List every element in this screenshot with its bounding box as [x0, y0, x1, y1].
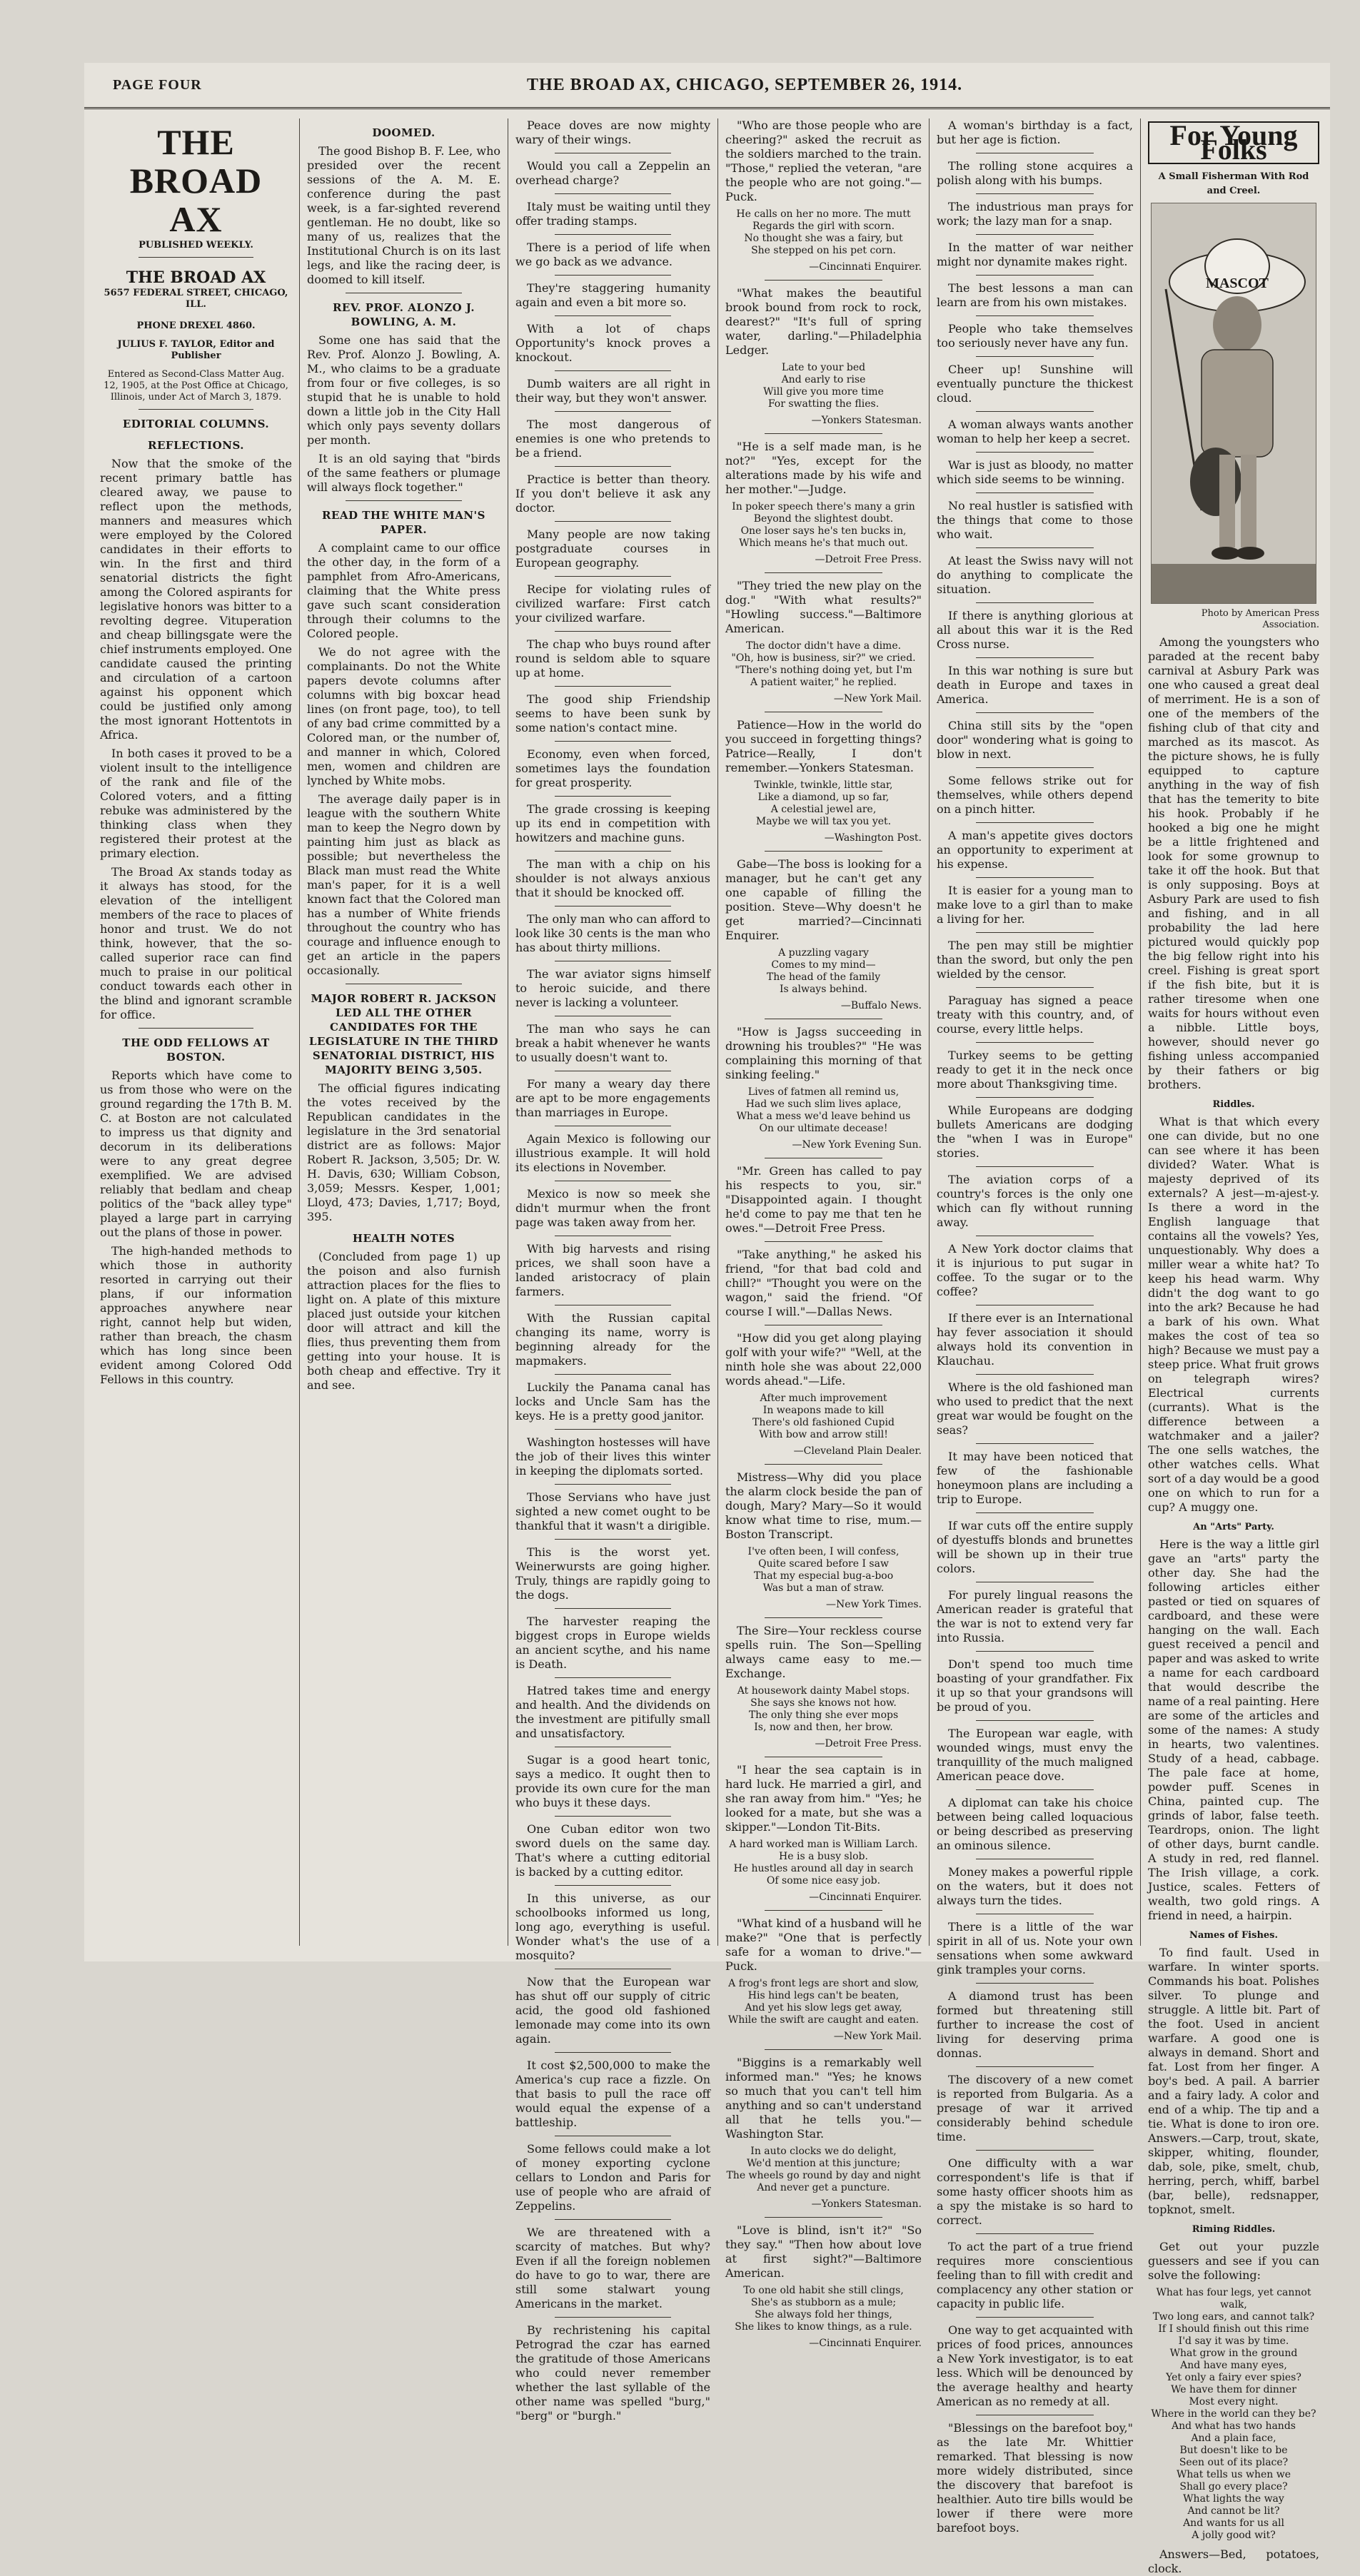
item: Some fellows strike out for themselves, while others depend on a pinch hitter.: [937, 774, 1133, 816]
item: Where is the old fashioned man who used to predict that the next great war would be fought on the seas?: [937, 1380, 1133, 1437]
credit: —Yonkers Statesman.: [811, 2198, 922, 2210]
item: By rechristening his capital Petrograd the czar has earned the gratitude of those Americans who could never remember whether the last syllable of the other name was spelled "burg," "berg" or "burgh.": [515, 2323, 710, 2423]
paragraph: The official figures indicating the votes received by the Republican candidates in the legislature in the 3rd senatorial district are as follows: Major Robert R. Jackson, 3,505; Dr. W. H. Davis, 630; William Cobson, 3,059; Messrs. Kesper, 1,001; Lloyd, 473; Davies, 1,717; Boyd, 395.: [307, 1081, 500, 1223]
item: Some fellows could make a lot of money exporting cyclone cellars to London and Paris for use of people who are afraid of Zeppelins.: [515, 2142, 710, 2213]
item: With the Russian capital changing its name, worry is beginning already for the mapmakers.: [515, 1311, 710, 1368]
credit: —Detroit Free Press.: [815, 1738, 922, 1749]
health-notes-heading: HEALTH NOTES: [352, 1232, 455, 1245]
paragraph: We do not agree with the complainants. Do not the White papers devote columns after columns with big boxcar head lines (on front page, too), to tell of any bad crime committed by a Colored man, or the number of, and manner in which, Colored men, women and children are lynched by White mobs.: [307, 645, 500, 787]
phone-line: PHONE DREXEL 4860.: [136, 320, 256, 331]
entered-line: Entered as Second-Class Matter Aug. 12, 1905, at the Post Office at Chicago, Illinois, under Act of March 3, 1879.: [104, 369, 288, 403]
masthead-headline: THE BROAD AX, CHICAGO, SEPTEMBER 26, 1914.: [527, 76, 963, 94]
verse: Lives of fatmen all remind us, Had we such slim lives aplace, What a mess we'd leave behind us On our ultimate decease!: [736, 1086, 911, 1134]
joke: "Who are those people who are cheering?" asked the recruit as the soldiers marched to the train. "Those," replied the veteran, "are the people who are not going."—Puck.: [725, 118, 922, 203]
credit: —New York Mail.: [833, 2031, 922, 2042]
paragraph: The high-handed methods to which those in authority resorted in carrying out their plans, if our information approaches anywhere near right, cannot help but widen, rather than breach, the chasm which has long since been evident among Colored Odd Fellows in this country.: [100, 1244, 292, 1386]
item: Peace doves are now mighty wary of their wings.: [515, 118, 710, 146]
photo-caption-title: A Small Fisherman With Rod and Creel.: [1158, 171, 1309, 196]
item: The good ship Friendship seems to have been sunk by some nation's contact mine.: [515, 692, 710, 734]
joke: "I hear the sea captain is in hard luck. He married a girl, and she ran away from him." "Yes; he looked for a mate, but she was a skipper."—London Tit-Bits.: [725, 1763, 922, 1834]
item: War is just as bloody, no matter which side seems to be winning.: [937, 458, 1133, 486]
item: Economy, even when forced, sometimes lays the foundation for great prosperity.: [515, 747, 710, 789]
page-folio: PAGE FOUR: [113, 77, 202, 93]
item: A woman's birthday is a fact, but her age is fiction.: [937, 118, 1133, 146]
joke: "Take anything," he asked his friend, "for that bad cold and chill?" "Thought you were on the wagon," said the friend. "Of course I will."—Dallas News.: [725, 1248, 922, 1318]
item: Those Servians who have just sighted a new comet ought to be thankful that it wasn't a dirigible.: [515, 1490, 710, 1532]
joke: "Mr. Green has called to pay his respects to you, sir." "Disappointed again. I thought he'd come to pay me that ten he owes."—Detroit Free Press.: [725, 1164, 922, 1235]
item: If there ever is an International hay fever association it should always hold its convention in Klauchau.: [937, 1311, 1133, 1368]
item: Practice is better than theory. If you don't believe it ask any doctor.: [515, 473, 710, 515]
item: There is a little of the war spirit in all of us. Note your own sensations when some awkward gink tramples your corns.: [937, 1920, 1133, 1976]
names-of-fishes-heading: Names of Fishes.: [1189, 1930, 1279, 1941]
item: People who take themselves too seriously never have any fun.: [937, 322, 1133, 350]
joke: "What makes the beautiful brook bound from rock to rock, dearest?" "It's full of spring water, darling."—Philadelphia Ledger.: [725, 286, 922, 357]
item: The pen may still be mightier than the sword, but only the pen wielded by the censor.: [937, 939, 1133, 981]
paragraph: In both cases it proved to be a violent insult to the intelligence of the rank and file of the Colored voters, and a fitting rebuke was administered by the thinking class when they registered their protest at the primary election.: [100, 747, 292, 860]
item: For many a weary day there are apt to be more engagements than marriages in Europe.: [515, 1077, 710, 1119]
item: A woman always wants another woman to help her keep a secret.: [937, 418, 1133, 445]
paragraph: Now that the smoke of the recent primary battle has cleared away, we pause to reflect upon the methods, manners and measures which were employed by the Colored candidates in their efforts to win. In the first and third senatorial districts the fight among the Colored aspirants for legislative honors was bitter to a revolting degree. Vituperation and cheap billingsgate were the chief instruments employed. One candidate caused the printing and circulation of a cartoon against his opponent which could be justified only among the most ignorant Hottentots in Africa.: [100, 457, 292, 742]
item: The most dangerous of enemies is one who pretends to be a friend.: [515, 418, 710, 460]
joke: "They tried the new play on the dog." "With what results?" "Howling success."—Baltimore American.: [725, 579, 922, 635]
item: One Cuban editor won two sword duels on the same day. That's where a cutting editorial is backed by a cutting editor.: [515, 1822, 710, 1879]
white-mans-paper-heading: READ THE WHITE MAN'S PAPER.: [322, 509, 485, 536]
bowling-heading: REV. PROF. ALONZO J. BOWLING, A. M.: [332, 301, 475, 328]
item: Washington hostesses will have the job of their lives this winter in keeping the diplomats sorted.: [515, 1435, 710, 1478]
item: The best lessons a man can learn are from his own mistakes.: [937, 281, 1133, 309]
joke: The Sire—Your reckless course spells ruin. The Son—Spelling always came easy to me.—Exchange.: [725, 1624, 922, 1680]
item: It is easier for a young man to make love to a girl than to make a living for her.: [937, 884, 1133, 926]
verse: The doctor didn't have a dime. "Oh, how is business, sir?" we cried. "There's nothing doing yet, but I'm A patient waiter," he replied.: [731, 640, 916, 688]
boy-fisherman-illustration: [1152, 203, 1316, 603]
photo-credit: Photo by American Press Association.: [1201, 608, 1319, 630]
item: In this war nothing is sure but death in Europe and taxes in America.: [937, 664, 1133, 706]
column-paragraphs: [515, 118, 718, 2423]
joke: Mistress—Why did you place the alarm clock beside the pan of dough, Mary? Mary—So it would know what time to rise, mum.—Boston Transcript.: [725, 1470, 922, 1541]
paragraph: To find fault. Used in warfare. In winter sports. Commands his boat. Polishes silver. To plunge and struggle. A little bit. Part of the foot. Used in ancient warfare. A good one is always in demand. Short and fat. Lost from her finger. A boy's bed. A pail. A barrier and a fairy lady. A color and end of a whip. The tip and a tie. What is done to iron ore. Answers.—Carp, trout, skate, skipper, whiting, flounder, dab, sole, pike, smelt, chub, herring, perch, whiff, barbel (bar, belle), redsnapper, topknot, smelt.: [1148, 1946, 1319, 2216]
reflections-heading: REFLECTIONS.: [148, 439, 244, 452]
column-jokes: [725, 118, 930, 2349]
item: The aviation corps of a country's forces is the only one which can fly without running away.: [937, 1173, 1133, 1229]
credit: —Cincinnati Enquirer.: [809, 261, 922, 273]
item: While Europeans are dodging bullets Americans are dodging the "when I was in Europe" stories.: [937, 1103, 1133, 1160]
paragraph: Among the youngsters who paraded at the recent baby carnival at Asbury Park was one who caused a great deal of merriment. He is a son of one of the members of the fishing club of that city and marched as its mascot. As the picture shows, he is fully equipped to capture anything in the way of fish that has the temerity to bite his hook. Probably if he hooked a big one he might be a little frightened and look for some grownup to take it off the hook. But that is only supposing. Boys at Asbury Park are used to fish and fishing, and in all probability the lad here pictured would quickly pop the big fellow right into his creel. Fishing is great sport if the fish bite, but it is rather tiresome when one waits for hours without even a nibble. Little boys, however, should never go fishing unless accompanied by their fathers or big brothers.: [1148, 635, 1319, 1091]
item: Don't spend too much time boasting of your grandfather. Fix it up so that your grandsons will be proud of you.: [937, 1657, 1133, 1714]
item: Recipe for violating rules of civilized warfare: First catch your civilized warfare.: [515, 582, 710, 625]
credit: —New York Mail.: [833, 693, 922, 704]
item: The grade crossing is keeping up its end in competition with howitzers and machine guns.: [515, 802, 710, 844]
column-two: [307, 118, 508, 1946]
verse: I've often been, I will confess, Quite scared before I saw That my especial bug-a-boo Was but a man of straw.: [747, 1546, 900, 1594]
item: For purely lingual reasons the American reader is grateful that the war is not to extend very far into Russia.: [937, 1588, 1133, 1645]
paragraph: Here is the way a little girl gave an "arts" party the other day. She had the following articles either pasted or tied on squares of cardboard, and these were hanging on the wall. Each guest received a pencil and paper and was asked to write a name for each cardboard that would describe the name of a real painting. Here are some of the articles and some of the names: A study in hearts, two valentines. Study of a head, cabbage. The pale face at home, powder puff. Scenes in China, painted cup. The grinds of labor, false teeth. Teardrops, onion. The light of other days, burnt candle. A study in red, red flannel. The Irish village, a cork. Justice, scales. Fetters of wealth, two gold rings. A friend in need, a hairpin.: [1148, 1537, 1319, 1922]
item: Luckily the Panama canal has locks and Uncle Sam has the keys. He is a pretty good janitor.: [515, 1380, 710, 1423]
hat-text: MASCOT: [1206, 276, 1269, 291]
item: In the matter of war neither might nor dynamite makes right.: [937, 241, 1133, 268]
item: The rolling stone acquires a polish along with his bumps.: [937, 159, 1133, 187]
item: A diamond trust has been formed but threatening still further to increase the cost of living for deserving prima donnas.: [937, 1989, 1133, 2060]
credit: —New York Times.: [825, 1599, 922, 1610]
joke: "How is Jagss succeeding in drowning his troubles?" "He was complaining this morning of that sinking feeling.": [725, 1025, 922, 1081]
published-line: PUBLISHED WEEKLY.: [138, 240, 253, 251]
column-maxims: [937, 118, 1141, 2535]
item: The industrious man prays for work; the lazy man for a snap.: [937, 200, 1133, 228]
for-young-folks-title: For Young Folks: [1148, 121, 1319, 164]
credit: —New York Evening Sun.: [792, 1139, 922, 1151]
paragraph: The Broad Ax stands today as it always has stood, for the elevation of the intelligent members of the race to places of honor and trust. We do not think, however, that the so-called superior race can find much to praise in our political conduct towards each other in the blind and ignorant scramble for office.: [100, 865, 292, 1021]
riming-riddles-heading: Riming Riddles.: [1192, 2224, 1276, 2235]
column-young-folks: [1148, 118, 1326, 2575]
verse: After much improvement In weapons made to kill There's old fashioned Cupid With bow and arrow still!: [752, 1393, 895, 1440]
item: It cost $2,500,000 to make the America's cup race a fizzle. On that basis to pull the race off would equal the expense of a battleship.: [515, 2059, 710, 2129]
item: Dumb waiters are all right in their way, but they won't answer.: [515, 377, 710, 405]
item: Again Mexico is following our illustrious example. It will hold its elections in November.: [515, 1132, 710, 1174]
item: One way to get acquainted with prices of food prices, announces a New York investigator, is to eat less. Which will be denounced by the average healthy and hearty American as no remedy at all.: [937, 2323, 1133, 2408]
riddles-heading: Riddles.: [1212, 1099, 1255, 1110]
paragraph: A complaint came to our office the other day, in the form of a pamphlet from Afro-Americans, claiming that the White press gave such scant consideration through their columns to the Colored people.: [307, 541, 500, 640]
address-name: THE BROAD AX: [126, 268, 266, 287]
item: If war cuts off the entire supply of dyestuffs blonds and brunettes will be shown up in their true colors.: [937, 1519, 1133, 1575]
joke: "Biggins is a remarkably well informed man." "Yes; he knows so much that you can't tell him anything and so can't understand all that he tells you."—Washington Star.: [725, 2056, 922, 2141]
item: The harvester reaping the biggest crops in Europe wields an ancient scythe, and his name is Death.: [515, 1615, 710, 1671]
item: Paraguay has signed a peace treaty with this country, and, of course, every little helps.: [937, 994, 1133, 1036]
joke: "How did you get along playing golf with your wife?" "Well, at the ninth hole she was about 22,000 words ahead."—Life.: [725, 1331, 922, 1388]
verse: He calls on her no more. The mutt Regards the girl with scorn. No thought she was a fairy, but She stepped on his pet corn.: [736, 208, 911, 256]
item: Cheer up! Sunshine will eventually puncture the thickest cloud.: [937, 363, 1133, 405]
item: China still sits by the "open door" wondering what is going to blow in next.: [937, 719, 1133, 761]
item: The chap who buys round after round is seldom able to square up at home.: [515, 637, 710, 680]
item: The discovery of a new comet is reported from Bulgaria. As a presage of war it arrived considerably behind schedule time.: [937, 2073, 1133, 2143]
masthead: [84, 71, 1330, 109]
verse: A hard worked man is William Larch. He is a busy slob. He hustles around all day in search Of some nice easy job.: [729, 1839, 918, 1886]
column-editorial: [100, 118, 300, 1946]
item: They're staggering humanity again and even a bit more so.: [515, 281, 710, 309]
verse: In auto clocks we do delight, We'd mention at this juncture; The wheels go round by day and night And never get a puncture.: [726, 2146, 921, 2193]
credit: —Detroit Free Press.: [815, 554, 922, 565]
item: A man's appetite gives doctors an opportunity to experiment at his expense.: [937, 829, 1133, 871]
odd-fellows-heading: THE ODD FELLOWS AT BOSTON.: [122, 1036, 270, 1064]
paragraph: What is that which every one can divide, but no one can see where it has been divided? Water. What is majesty deprived of its externals? A jest—m-ajest-y. Is there a word in the English language that contains all the vowels? Yes, unquestionably. Why does a miller wear a white hat? To keep his head warm. Why didn't the dog want to go into the ark? Because he had a bark of his own. What makes the cost of tea so high? Because we must pay a steep price. What fruit grows on telegraph wires? Electrical currents (currants). What is the difference between a watchmaker and a jailer? The one sells watches, the other watches cells. What sort of a day would be a good one on which to run for a cup? A muggy one.: [1148, 1115, 1319, 1514]
editorial-heading: EDITORIAL COLUMNS.: [122, 418, 270, 430]
joke: Patience—How in the world do you succeed in forgetting things? Patrice—Really, I don't remember.—Yonkers Statesman.: [725, 718, 922, 774]
item: Mexico is now so meek she didn't murmur when the front page was taken away from her.: [515, 1187, 710, 1229]
verse: A frog's front legs are short and slow, His hind legs can't be beaten, And yet his slow legs get away, While the swift are caught and eaten.: [727, 1978, 920, 2026]
item: The war aviator signs himself to heroic suicide, and there never is lacking a volunteer.: [515, 967, 710, 1009]
item: At least the Swiss navy will not do anything to complicate the situation.: [937, 554, 1133, 596]
verse: To one old habit she still clings, She's as stubborn as a mule; She always fold her things, She likes to know things, as a rule.: [735, 2285, 912, 2333]
item: The man with a chip on his shoulder is not always anxious that it should be knocked off.: [515, 857, 710, 899]
verse: At housework dainty Mabel stops. She says she knows not how. The only thing she ever mops Is, now and then, her brow.: [737, 1685, 910, 1733]
item: The European war eagle, with wounded wings, must envy the tranquillity of the much maligned American peace dove.: [937, 1727, 1133, 1783]
item: Would you call a Zeppelin an overhead charge?: [515, 159, 710, 187]
item: Hatred takes time and energy and health. And the dividends on the investment are pitifully small and unsatisfactory.: [515, 1684, 710, 1740]
item: This is the worst yet. Weinerwursts are going higher. Truly, things are rapidly going to the dogs.: [515, 1545, 710, 1602]
item: No real hustler is satisfied with the things that come to those who wait.: [937, 499, 1133, 541]
credit: —Yonkers Statesman.: [811, 415, 922, 426]
joke: "He is a self made man, is he not?" "Yes, except for the alterations made by his wife and her mother."—Judge.: [725, 440, 922, 496]
paragraph: The average daily paper is in league with the southern White man to keep the Negro down by painting him just as black as possible; but nevertheless the Black man must read the White man's paper, for it is a well known fact that the Colored man has a number of White friends throughout the country who has courage and influence enough to get an article in the papers occasionally.: [307, 792, 500, 977]
verse: Twinkle, twinkle, little star, Like a diamond, up so far, A celestial jewel are, Maybe we will tax you yet.: [754, 779, 893, 827]
newspaper-page: [84, 63, 1330, 2575]
item: Many people are now taking postgraduate courses in European geography.: [515, 527, 710, 570]
item: Now that the European war has shut off our supply of citric acid, the good old fashioned lemonade may come into its own again.: [515, 1975, 710, 2046]
item: A New York doctor claims that it is injurious to put sugar in coffee. To the sugar or to the coffee?: [937, 1242, 1133, 1298]
item: If there is anything glorious at all about this war it is the Red Cross nurse.: [937, 609, 1133, 651]
paragraph: (Concluded from page 1) up the poison and also furnish attraction places for the flies to light on. A plate of this mixture placed just outside your kitchen door will attract and kill the flies, thus preventing them from getting into your house. It is both cheap and effective. Try it and see.: [307, 1250, 500, 1392]
item: It may have been noticed that few of the fashionable honeymoon plans are including a trip to Europe.: [937, 1450, 1133, 1506]
credit: —Washington Post.: [824, 832, 922, 844]
paragraph: The good Bishop B. F. Lee, who presided over the recent sessions of the A. M. E. conference during the past week, is a far-sighted reverend gentleman. He no doubt, like so many of us, realizes that the Institutional Church is on its last legs, and like the racing deer, is doomed to kill itself.: [307, 144, 500, 286]
verse: In poker speech there's many a grin Beyond the slightest doubt. One loser says he's ten bucks in, Which means he's that much out.: [732, 501, 915, 549]
credit: —Buffalo News.: [840, 1000, 922, 1011]
paragraph: It is an old saying that "birds of the same feathers or plumage will always flock together.": [307, 452, 500, 494]
item: To act the part of a true friend requires more conscientious feeling than to fill with credit and complacency any other station or capacity in public life.: [937, 2240, 1133, 2310]
paragraph: Reports which have come to us from those who were on the ground regarding the 17th B. M. C. at Boston are not calculated to impress us that dignity and decorum in its deliberations were to any great degree exemplified. We are advised reliably that bedlam and cheap politics of the "back alley type" played a large part in carrying out the plans of those in power.: [100, 1069, 292, 1239]
arts-party-heading: An "Arts" Party.: [1193, 1522, 1274, 1532]
item: Money makes a powerful ripple on the waters, but it does not always turn the tides.: [937, 1865, 1133, 1907]
verse: A puzzling vagary Comes to my mind— The head of the family Is always behind.: [766, 947, 881, 995]
verse: Late to your bed And early to rise Will give you more time For swatting the flies.: [763, 362, 884, 410]
credit: —Cleveland Plain Dealer.: [793, 1445, 922, 1457]
credit: —Cincinnati Enquirer.: [809, 1891, 922, 1903]
joke: "Love is blind, isn't it?" "So they say." "Then how about love at first sight?"—Baltimore American.: [725, 2223, 922, 2280]
item: Turkey seems to be getting ready to get it in the neck once more about Thanksgiving time.: [937, 1049, 1133, 1091]
item: With big harvests and rising prices, we shall soon have a landed aristocracy of plain farmers.: [515, 1242, 710, 1298]
item: "Blessings on the barefoot boy," as the late Mr. Whittier remarked. That blessing is now more widely distributed, since the discovery that barefoot is healthier. Auto tire bills would be lower if there were more barefoot boys.: [937, 2421, 1133, 2535]
paragraph: Get out your puzzle guessers and see if you can solve the following:: [1148, 2240, 1319, 2282]
address-line: 5657 FEDERAL STREET, CHICAGO, ILL.: [104, 288, 288, 310]
joke: Gabe—The boss is looking for a manager, but he can't get any one capable of filling the position. Steve—Why doesn't he get married?—Cincinnati Enquirer.: [725, 857, 922, 942]
item: Sugar is a good heart tonic, says a medico. It ought then to provide its own cure for the man who buys it these days.: [515, 1753, 710, 1809]
editor-line: JULIUS F. TAYLOR, Editor and Publisher: [117, 339, 275, 361]
item: Italy must be waiting until they offer trading stamps.: [515, 200, 710, 228]
verse: What has four legs, yet cannot walk, Two long ears, and cannot talk? If I should finish out this rime I'd say it was by time. What grow in the ground And have many eyes, Yet only a fairy ever spies? We have them for dinner Most every night. Where in the world can they be? And what has two hands And a plain face, But doesn't like to be Seen out of its place? What tells us when we Shall go every place? What lights the way And cannot be lit? And wants for us all A jolly good wit?: [1151, 2287, 1316, 2541]
item: One difficulty with a war correspondent's life is that if some hasty officer shoots him as a spy the mistake is so hard to correct.: [937, 2156, 1133, 2227]
item: In this universe, as our schoolbooks informed us long, long ago, everything is useful. Wonder what's the use of a mosquito?: [515, 1891, 710, 1962]
jackson-heading: MAJOR ROBERT R. JACKSON LED ALL THE OTHER CANDIDATES FOR THE LEGISLATURE IN THE THIRD SENATORIAL DISTRICT, HIS MAJORITY BEING 3,505.: [308, 992, 499, 1076]
item: We are threatened with a scarcity of matches. But why? Even if all the foreign noblemen do have to go to war, there are still some stalwart young Americans in the market.: [515, 2226, 710, 2310]
credit: —Cincinnati Enquirer.: [809, 2338, 922, 2349]
doomed-heading: DOOMED.: [372, 126, 435, 139]
item: The man who says he can break a habit whenever he wants to usually doesn't want to.: [515, 1022, 710, 1064]
paragraph: Answers—Bed, potatoes, clock.: [1148, 2547, 1319, 2575]
item: A diplomat can take his choice between being called loquacious or being described as preserving an ominous silence.: [937, 1796, 1133, 1852]
nameplate: THE BROAD AX: [129, 122, 263, 239]
item: There is a period of life when we go back as we advance.: [515, 241, 710, 268]
paragraph: Some one has said that the Rev. Prof. Alonzo J. Bowling, A. M., who claims to be a graduate from four or five colleges, is so stupid that he is unable to hold down a little job in the City Hall which only pays seventy dollars per month.: [307, 333, 500, 447]
joke: "What kind of a husband will he make?" "One that is perfectly safe for a woman to drive."—Puck.: [725, 1916, 922, 1973]
boy-fisherman-photo: [1151, 203, 1316, 604]
item: With a lot of chaps Opportunity's knock proves a knockout.: [515, 322, 710, 364]
item: The only man who can afford to look like 30 cents is the man who has about thirty millions.: [515, 912, 710, 954]
